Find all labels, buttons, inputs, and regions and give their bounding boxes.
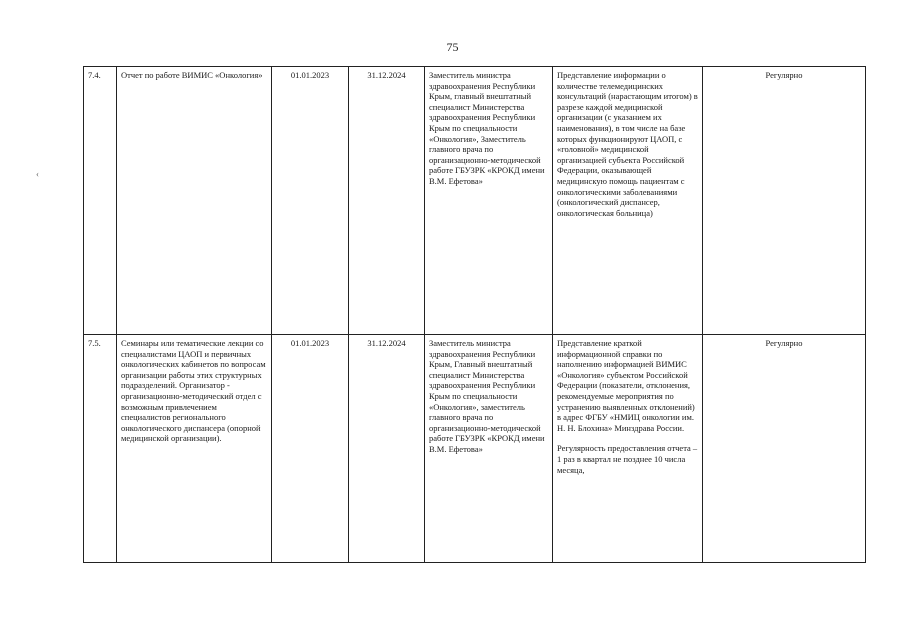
end-date: 31.12.2024 [349, 335, 425, 563]
responsible-persons: Заместитель министра здравоохранения Республики Крым, главный внештатный специалист Министерства здравоохранения Республики Крым по специальности «Онкология», Заместитель главного врача по организационно-методической работе ГБУЗРК «КРОКД имени В.М. Ефетова» [425, 67, 553, 335]
item-number: 7.4. [84, 67, 117, 335]
margin-mark: ‹ [36, 169, 39, 179]
event-name: Семинары или тематические лекции со специалистами ЦАОП и первичных онкологических кабинетов по вопросам организации работы этих структурных подразделений. Организатор - организационно-методический отдел с возможным привлечением специалистов регионального онкологического диспансера (опорной медицинской организации). [117, 335, 272, 563]
report-description [553, 335, 703, 563]
report-paragraph: Регулярность предоставления отчета – 1 раз в квартал не позднее 10 числа месяца, [557, 443, 698, 475]
periodicity: Регулярно [703, 67, 866, 335]
start-date: 01.01.2023 [272, 67, 349, 335]
start-date: 01.01.2023 [272, 335, 349, 563]
table-row [84, 67, 866, 335]
page-number: 75 [446, 40, 459, 54]
periodicity: Регулярно [703, 335, 866, 563]
report-description: Представление информации о количестве телемедицинских консультаций (нарастающим итогом) в разрезе каждой медицинской организации (с указанием их наименования), в том числе на базе которых функционируют ЦАОП, с «головной» медицинской организацией субъекта Российской Федерации, оказывающей медицинскую помощь пациентам с онкологическими заболеваниями (онкологический диспансер, онкологическая больница) [553, 67, 703, 335]
responsible-persons: Заместитель министра здравоохранения Республики Крым, Главный внештатный специалист Министерства здравоохранения Республики Крым по специальности «Онкология», заместитель главного врача по организационно-методической работе ГБУЗРК «КРОКД имени В.М. Ефетова» [425, 335, 553, 563]
report-paragraph: Представление краткой информационной справки по наполнению информацией ВИМИС «Онкология» субъектом Российской Федерации (показатели, отклонения, рекомендуемые мероприятия по устранению выявленных отклонений) в адрес ФГБУ «НМИЦ онкологии им. Н. Н. Блохина» Минздрава России. [557, 338, 695, 433]
event-name: Отчет по работе ВИМИС «Онкология» [117, 67, 272, 335]
action-plan-table [83, 66, 866, 563]
item-number: 7.5. [84, 335, 117, 563]
table-row [84, 335, 866, 563]
end-date: 31.12.2024 [349, 67, 425, 335]
